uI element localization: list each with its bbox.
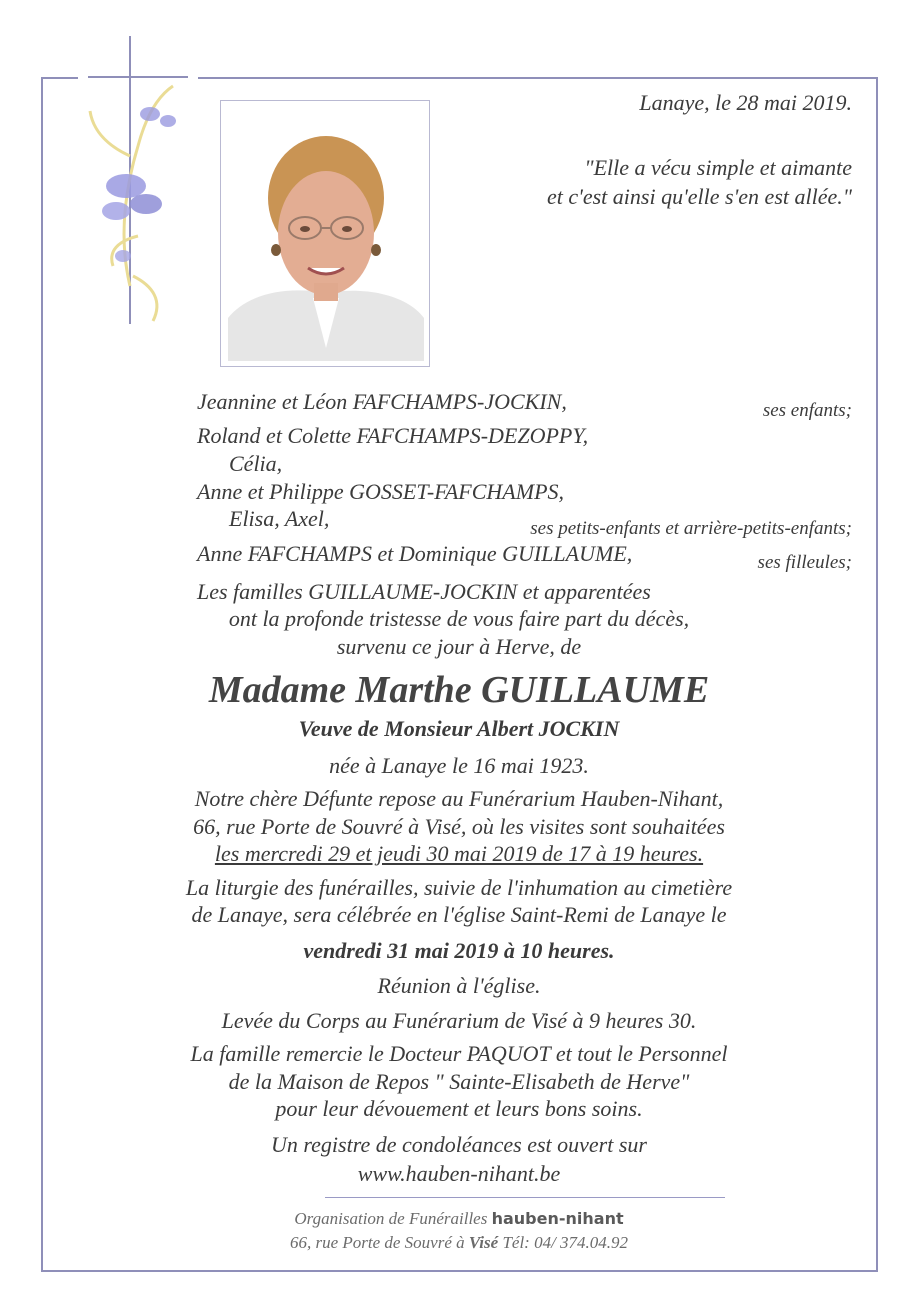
family-line-6: Anne FAFCHAMPS et Dominique GUILLAUME, [197,541,633,566]
footer-address-prefix: 66, rue Porte de Souvré à [289,1233,465,1252]
visits-dates: les mercredi 29 et jeudi 30 mai 2019 de 17 à 19 heures. [214,841,704,866]
family-role-children: ses enfants; [762,400,852,421]
visits-line-2: 66, rue Porte de Souvré à Visé, où les visites sont souhaitées [193,814,725,839]
footer-address [0,1233,918,1253]
family-role-grandchildren: ses petits-enfants et arrière-petits-enfants; [530,518,852,539]
cross-flower-ornament [78,36,198,332]
family-line-1: Jeannine et Léon FAFCHAMPS-JOCKIN, [197,389,567,414]
visits-line-1: Notre chère Défunte repose au Funérarium Hauben-Nihant, [194,786,724,811]
quote-line-2: et c'est ainsi qu'elle s'en est allée." [547,184,852,209]
footer-phone: Tél: 04/ 374.04.92 [502,1233,629,1252]
family-line-8: ont la profonde tristesse de vous faire part du décès, [228,606,690,631]
family-role-goddaughters: ses filleules; [757,552,852,573]
registry-url[interactable]: www.hauben-nihant.be [357,1161,561,1186]
registry-line: Un registre de condoléances est ouvert sur [271,1132,647,1157]
footer-organisation [0,1209,918,1229]
funeral-line-1: La liturgie des funérailles, suivie de l'inhumation au cimetière [185,875,733,900]
cross-icon [78,36,198,332]
levee-line: Levée du Corps au Funérarium de Visé à 9 heures 30. [221,1008,697,1033]
footer-city: Visé [468,1233,499,1252]
family-line-3: Célia, [229,451,283,476]
family-line-5: Elisa, Axel, [229,506,330,531]
family-line-9: survenu ce jour à Herve, de [336,634,582,659]
birth-line: née à Lanaye le 16 mai 1923. [329,753,589,778]
family-line-2: Roland et Colette FAFCHAMPS-DEZOPPY, [197,423,589,448]
place-date: Lanaye, le 28 mai 2019. [639,90,852,115]
quote-line-1: "Elle a vécu simple et aimante [584,155,852,180]
funeral-date: vendredi 31 mai 2019 à 10 heures. [303,938,615,963]
meeting-line: Réunion à l'église. [377,973,541,998]
brand-logo: hauben-nihant [491,1209,624,1228]
family-line-4: Anne et Philippe GOSSET-FAFCHAMPS, [197,479,565,504]
portrait-image [228,108,424,361]
footer-org-prefix: Organisation de Funérailles [294,1209,488,1228]
widow-line: Veuve de Monsieur Albert JOCKIN [298,716,620,741]
portrait-photo [220,100,430,367]
thanks-line-3: pour leur dévouement et leurs bons soins. [275,1096,643,1121]
thanks-line-2: de la Maison de Repos " Sainte-Elisabeth de Herve" [228,1069,690,1094]
family-line-7: Les familles GUILLAUME-JOCKIN et apparentées [197,579,651,604]
deceased-name: Madame Marthe GUILLAUME [208,669,710,711]
funeral-line-2: de Lanaye, sera célébrée en l'église Saint-Remi de Lanaye le [191,902,727,927]
footer-separator [325,1197,725,1198]
thanks-line-1: La famille remercie le Docteur PAQUOT et tout le Personnel [190,1041,728,1066]
